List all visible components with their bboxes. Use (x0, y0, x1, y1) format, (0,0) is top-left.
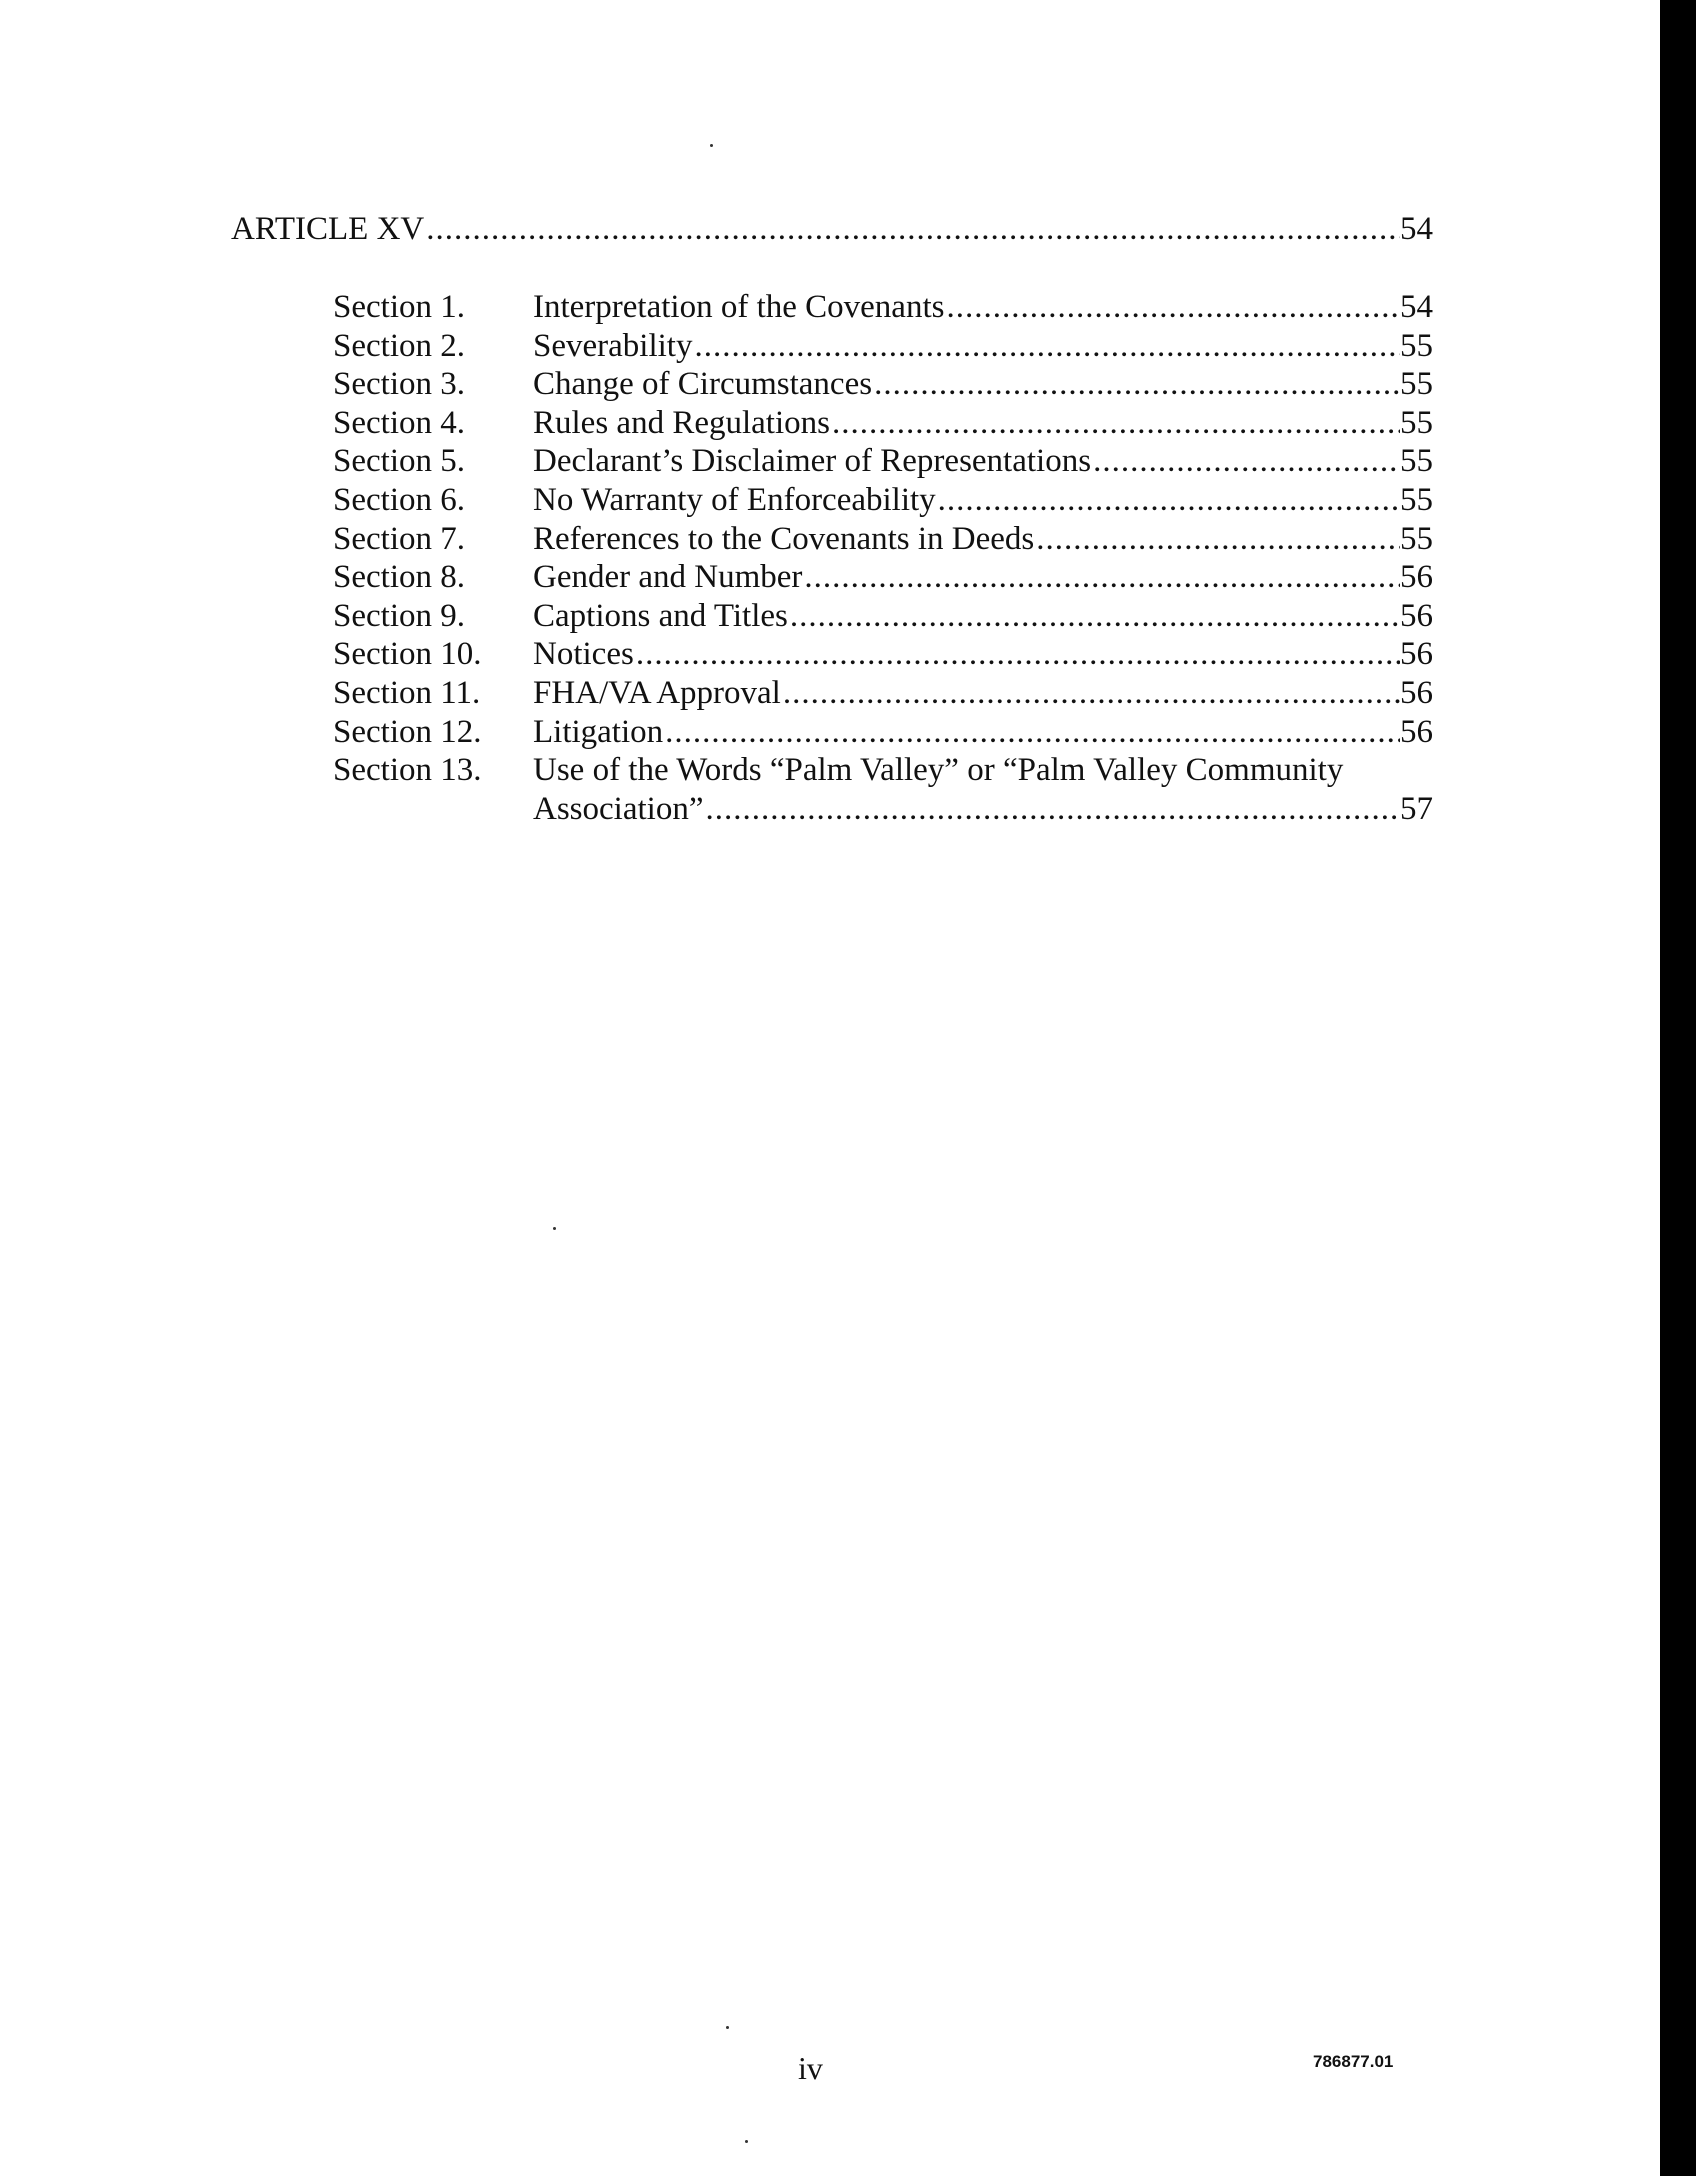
section-number: Section 9. (333, 597, 465, 634)
section-number: Section 5. (333, 443, 465, 480)
dot-leader (424, 210, 1400, 249)
section-title: Declarant’s Disclaimer of Representations (533, 443, 1092, 480)
section-number: Section 12. (333, 713, 482, 750)
section-title: Gender and Number (533, 559, 803, 596)
dot-leader (936, 481, 1400, 520)
section-title: References to the Covenants in Deeds (533, 520, 1035, 557)
section-page-number: 55 (1400, 404, 1433, 441)
section-title: FHA/VA Approval (533, 674, 781, 711)
toc-section-entry (333, 442, 1433, 481)
section-number: Section 13. (333, 752, 482, 789)
section-title: Litigation (533, 713, 664, 750)
dot-leader (802, 558, 1400, 597)
section-page-number: 56 (1400, 559, 1433, 596)
section-page-number: 55 (1400, 481, 1433, 518)
scan-speck (553, 1227, 556, 1230)
toc-section-entry (333, 288, 1433, 327)
section-title: Rules and Regulations (533, 404, 830, 441)
dot-leader (872, 365, 1400, 404)
section-title: Captions and Titles (533, 597, 788, 634)
toc-section-entry (333, 751, 1433, 828)
dot-leader (663, 713, 1400, 752)
section-page-number: 55 (1400, 327, 1433, 364)
section-page-number: 56 (1400, 597, 1433, 634)
section-number: Section 7. (333, 520, 465, 557)
scan-speck (710, 144, 713, 147)
section-title-line-1: Use of the Words “Palm Valley” or “Palm Valley Community (533, 752, 1344, 789)
dot-leader (634, 635, 1400, 674)
toc-article-entry (231, 210, 1433, 249)
scan-speck (726, 2026, 729, 2029)
dot-leader (781, 674, 1400, 713)
scan-speck (745, 2140, 748, 2143)
section-number: Section 11. (333, 674, 481, 711)
section-number: Section 4. (333, 404, 465, 441)
dot-leader (1034, 520, 1400, 559)
toc-section-entry (333, 635, 1433, 674)
section-title-line-2: Association” (533, 790, 704, 827)
section-number: Section 2. (333, 327, 465, 364)
dot-leader (703, 790, 1400, 829)
section-number: Section 3. (333, 366, 465, 403)
section-number: Section 1. (333, 289, 465, 325)
section-title: Severability (533, 327, 693, 364)
section-page-number: 57 (1400, 790, 1433, 827)
toc-section-entry (333, 713, 1433, 752)
section-number: Section 10. (333, 636, 482, 673)
dot-leader (944, 288, 1400, 327)
section-number: Section 8. (333, 559, 465, 596)
toc-section-entry (333, 404, 1433, 443)
section-title: Interpretation of the Covenants (533, 289, 945, 325)
section-number: Section 6. (333, 481, 465, 518)
article-page-number: 54 (1400, 211, 1433, 247)
article-title: ARTICLE XV (231, 211, 425, 247)
section-page-number: 55 (1400, 366, 1433, 403)
scan-edge-bar (1660, 0, 1696, 2176)
toc-section-entry (333, 365, 1433, 404)
dot-leader (788, 597, 1400, 636)
toc-section-list (333, 288, 1433, 828)
dot-leader (692, 327, 1400, 366)
dot-leader (1091, 442, 1400, 481)
footer-page-number: iv (798, 2050, 823, 2086)
section-page-number: 54 (1400, 289, 1433, 325)
dot-leader (830, 404, 1400, 443)
toc-section-entry (333, 481, 1433, 520)
section-page-number: 56 (1400, 674, 1433, 711)
section-page-number: 55 (1400, 520, 1433, 557)
section-page-number: 55 (1400, 443, 1433, 480)
toc-section-entry (333, 597, 1433, 636)
toc-section-entry (333, 520, 1433, 559)
section-page-number: 56 (1400, 636, 1433, 673)
document-number: 786877.01 (1313, 2052, 1394, 2071)
toc-section-entry (333, 558, 1433, 597)
section-title: Notices (533, 636, 634, 673)
section-title: Change of Circumstances (533, 366, 873, 403)
toc-section-entry (333, 327, 1433, 366)
section-title: No Warranty of Enforceability (533, 481, 936, 518)
section-page-number: 56 (1400, 713, 1433, 750)
toc-section-entry (333, 674, 1433, 713)
